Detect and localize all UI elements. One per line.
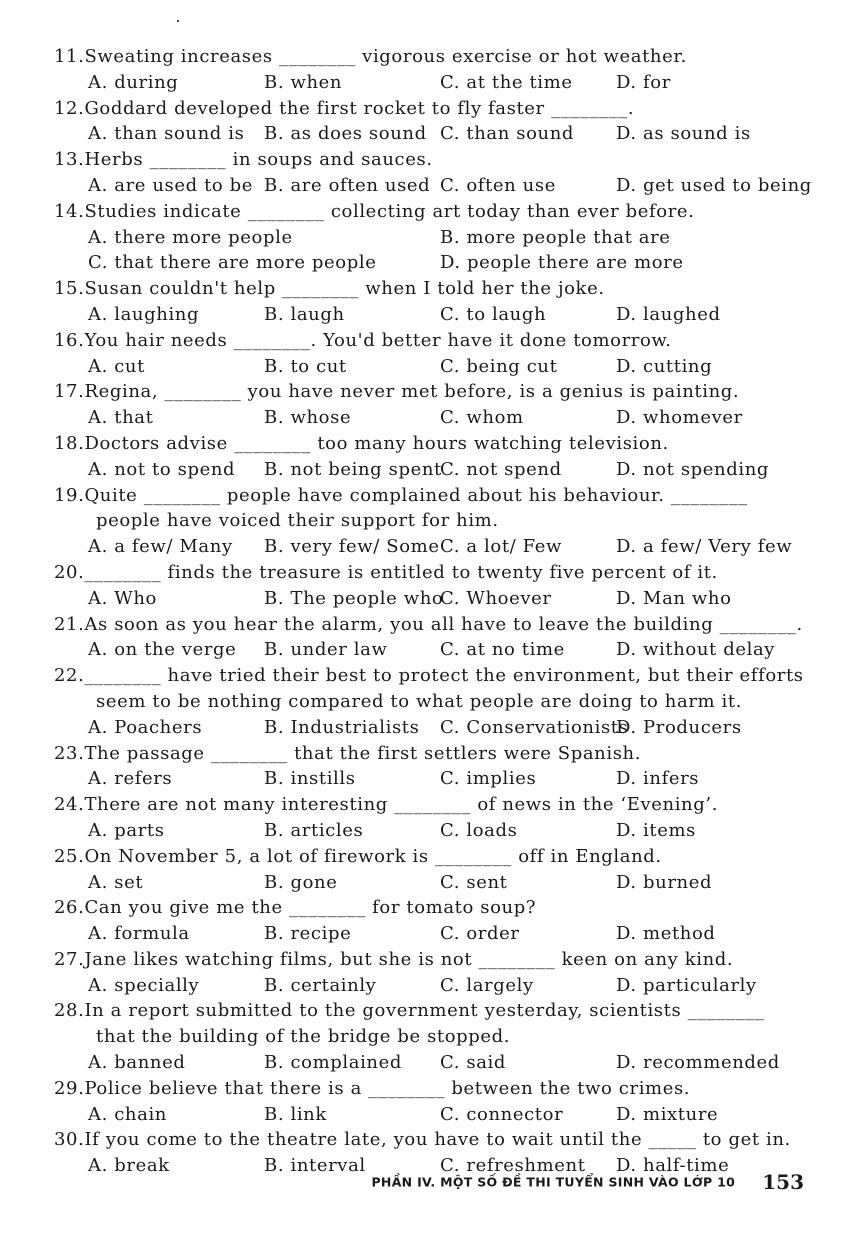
option-b: B. interval bbox=[264, 1155, 366, 1177]
question-stem bbox=[54, 895, 814, 921]
option-d: D. infers bbox=[616, 768, 700, 790]
option-a: A. that bbox=[88, 407, 154, 429]
option-b: B. recipe bbox=[264, 923, 352, 945]
option-a: A. are used to be bbox=[88, 174, 254, 196]
option-c: C. connector bbox=[440, 1103, 564, 1125]
question-stem bbox=[54, 560, 814, 586]
option-d: D. get used to being bbox=[616, 174, 812, 196]
option-b: B. whose bbox=[264, 407, 352, 429]
option-c: C. at the time bbox=[440, 71, 573, 93]
question-number: 21. bbox=[54, 613, 85, 635]
option-d: D. half-time bbox=[616, 1155, 730, 1177]
question-number: 12. bbox=[54, 97, 85, 119]
question-text: Sweating increases ________ vigorous exercise or hot weather. bbox=[84, 46, 687, 67]
question-text: Susan couldn't help ________ when I told her the joke. bbox=[84, 278, 605, 300]
option-b: B. articles bbox=[264, 819, 364, 841]
option-c: C. at no time bbox=[440, 639, 565, 661]
option-d: D. burned bbox=[616, 871, 713, 893]
answer-options bbox=[54, 225, 814, 251]
answer-options bbox=[54, 870, 814, 896]
question-number: 13. bbox=[54, 149, 85, 171]
question-text: In a report submitted to the government yesterday, scientists ________ bbox=[84, 1000, 765, 1022]
question-text: Goddard developed the first rocket to fly faster ________. bbox=[84, 97, 635, 119]
option-d: D. recommended bbox=[616, 1052, 780, 1074]
option-b: B. more people that are bbox=[440, 226, 671, 248]
option-a: A. refers bbox=[88, 768, 173, 790]
answer-options bbox=[54, 354, 814, 380]
question-stem bbox=[54, 998, 814, 1024]
option-c: C. largely bbox=[440, 974, 534, 996]
question-stem bbox=[54, 844, 814, 870]
question-text: people have voiced their support for him. bbox=[96, 510, 499, 532]
question-text: that the building of the bridge be stopped. bbox=[96, 1026, 511, 1048]
question-stem bbox=[54, 741, 814, 767]
question-number: 18. bbox=[54, 432, 85, 454]
option-b: B. The people who bbox=[264, 587, 444, 609]
option-b: B. instills bbox=[264, 768, 356, 790]
answer-options bbox=[54, 405, 814, 431]
question-number: 29. bbox=[54, 1077, 85, 1099]
option-c: C. that there are more people bbox=[88, 252, 377, 274]
page-number: 153 bbox=[762, 1170, 804, 1194]
answer-options bbox=[54, 173, 814, 199]
question-number: 16. bbox=[54, 329, 85, 351]
option-d: D. people there are more bbox=[440, 252, 684, 274]
option-a: A. a few/ Many bbox=[88, 536, 233, 558]
question-number: 20. bbox=[54, 561, 85, 583]
option-c: C. loads bbox=[440, 819, 518, 841]
answer-options bbox=[54, 637, 814, 663]
question-item bbox=[54, 612, 814, 664]
answer-options bbox=[54, 818, 814, 844]
question-item bbox=[54, 431, 814, 483]
section-title: PHẦN IV. MỘT SỐ ĐỀ THI TUYỂN SINH VÀO LỚP 10 bbox=[371, 1174, 736, 1190]
question-text: Can you give me the ________ for tomato soup? bbox=[84, 897, 537, 919]
question-text: Studies indicate ________ collecting art today than ever before. bbox=[84, 200, 695, 222]
question-stem bbox=[54, 612, 814, 638]
option-c: C. refreshment bbox=[440, 1155, 586, 1177]
question-stem bbox=[54, 1127, 814, 1153]
option-d: D. method bbox=[616, 923, 716, 945]
option-c: C. often use bbox=[440, 174, 556, 196]
option-a: A. on the verge bbox=[88, 639, 237, 661]
question-number: 14. bbox=[54, 200, 85, 222]
question-item bbox=[54, 199, 814, 276]
question-text: ________ have tried their best to protect the environment, but their efforts bbox=[84, 665, 804, 687]
option-a: A. formula bbox=[88, 923, 190, 945]
question-stem bbox=[54, 379, 814, 405]
question-stem bbox=[54, 96, 814, 122]
option-a: A. not to spend bbox=[88, 458, 236, 480]
option-b: B. link bbox=[264, 1103, 327, 1125]
question-number: 24. bbox=[54, 794, 85, 816]
option-c: C. to laugh bbox=[440, 303, 547, 325]
question-item bbox=[54, 895, 814, 947]
answer-options bbox=[54, 121, 814, 147]
option-d: D. as sound is bbox=[616, 123, 751, 145]
answer-options bbox=[54, 1102, 814, 1128]
answer-options bbox=[54, 1050, 814, 1076]
question-text: Herbs ________ in soups and sauces. bbox=[84, 149, 433, 171]
question-item bbox=[54, 276, 814, 328]
option-b: B. to cut bbox=[264, 355, 347, 377]
question-item bbox=[54, 96, 814, 148]
page-footer bbox=[371, 1170, 804, 1200]
option-d: D. Man who bbox=[616, 587, 732, 609]
option-b: B. complained bbox=[264, 1052, 402, 1074]
question-text: Regina, ________ you have never met before, is a genius is painting. bbox=[84, 381, 740, 403]
question-stem bbox=[54, 483, 814, 509]
question-number: 17. bbox=[54, 381, 85, 403]
question-item bbox=[54, 147, 814, 199]
question-list bbox=[54, 44, 814, 1179]
question-number: 11. bbox=[54, 46, 85, 67]
option-b: B. very few/ Some bbox=[264, 536, 440, 558]
question-text: Jane likes watching films, but she is not ________ keen on any kind. bbox=[84, 948, 734, 970]
question-stem bbox=[54, 147, 814, 173]
question-item bbox=[54, 483, 814, 560]
option-a: A. specially bbox=[88, 974, 200, 996]
question-number: 26. bbox=[54, 897, 85, 919]
question-text: You hair needs ________. You'd better have it done tomorrow. bbox=[84, 329, 672, 351]
question-text: ________ finds the treasure is entitled to twenty five percent of it. bbox=[84, 561, 718, 583]
option-c: C. Whoever bbox=[440, 587, 552, 609]
answer-options bbox=[54, 921, 814, 947]
question-text: On November 5, a lot of firework is ________ off in England. bbox=[84, 845, 662, 867]
option-c: C. order bbox=[440, 923, 520, 945]
question-text: Quite ________ people have complained about his behaviour. ________ bbox=[84, 484, 748, 506]
question-stem bbox=[54, 792, 814, 818]
option-b: B. are often used bbox=[264, 174, 431, 196]
question-text: Police believe that there is a ________ between the two crimes. bbox=[84, 1077, 691, 1099]
option-a: A. set bbox=[88, 871, 144, 893]
option-a: A. parts bbox=[88, 819, 165, 841]
answer-options bbox=[54, 973, 814, 999]
question-stem bbox=[54, 328, 814, 354]
option-c: C. whom bbox=[440, 407, 524, 429]
question-text: There are not many interesting ________ of news in the ‘Evening’. bbox=[84, 794, 719, 816]
option-c: C. implies bbox=[440, 768, 537, 790]
option-a: A. than sound is bbox=[88, 123, 245, 145]
question-text: seem to be nothing compared to what people are doing to harm it. bbox=[96, 690, 743, 712]
option-a: A. Poachers bbox=[88, 716, 203, 738]
answer-options bbox=[54, 766, 814, 792]
option-c: C. being cut bbox=[440, 355, 558, 377]
question-item bbox=[54, 328, 814, 380]
option-b: B. Industrialists bbox=[264, 716, 420, 738]
question-item bbox=[54, 44, 814, 96]
question-stem bbox=[54, 1024, 814, 1050]
option-c: C. Conservationists bbox=[440, 716, 629, 738]
option-c: C. a lot/ Few bbox=[440, 536, 563, 558]
scan-speck bbox=[177, 20, 179, 22]
question-item bbox=[54, 741, 814, 793]
option-d: D. not spending bbox=[616, 458, 770, 480]
question-item bbox=[54, 1076, 814, 1128]
question-item bbox=[54, 947, 814, 999]
option-c: C. sent bbox=[440, 871, 508, 893]
answer-options bbox=[54, 302, 814, 328]
option-c: C. said bbox=[440, 1052, 507, 1074]
option-d: D. for bbox=[616, 71, 671, 93]
option-a: A. Who bbox=[88, 587, 157, 609]
option-b: B. when bbox=[264, 71, 343, 93]
option-d: D. cutting bbox=[616, 355, 713, 377]
option-a: A. there more people bbox=[88, 226, 293, 248]
answer-options bbox=[54, 70, 814, 96]
answer-options bbox=[54, 715, 814, 741]
option-b: B. gone bbox=[264, 871, 338, 893]
answer-options bbox=[54, 534, 814, 560]
question-item bbox=[54, 844, 814, 896]
answer-options bbox=[54, 250, 814, 276]
question-number: 25. bbox=[54, 845, 85, 867]
question-number: 27. bbox=[54, 948, 85, 970]
question-stem bbox=[54, 1076, 814, 1102]
option-d: D. a few/ Very few bbox=[616, 536, 793, 558]
question-stem bbox=[54, 508, 814, 534]
question-number: 15. bbox=[54, 278, 85, 300]
option-d: D. Producers bbox=[616, 716, 742, 738]
option-a: A. during bbox=[88, 71, 179, 93]
question-stem bbox=[54, 431, 814, 457]
option-b: B. laugh bbox=[264, 303, 345, 325]
option-a: A. chain bbox=[88, 1103, 167, 1125]
option-c: C. not spend bbox=[440, 458, 562, 480]
question-number: 23. bbox=[54, 742, 85, 764]
option-b: B. under law bbox=[264, 639, 388, 661]
question-item bbox=[54, 792, 814, 844]
answer-options bbox=[54, 586, 814, 612]
question-stem bbox=[54, 44, 814, 70]
option-d: D. laughed bbox=[616, 303, 721, 325]
option-a: A. banned bbox=[88, 1052, 186, 1074]
question-stem bbox=[54, 663, 814, 689]
option-d: D. items bbox=[616, 819, 696, 841]
question-stem bbox=[54, 199, 814, 225]
option-b: B. not being spent bbox=[264, 458, 442, 480]
question-text: Doctors advise ________ too many hours watching television. bbox=[84, 432, 669, 454]
question-item bbox=[54, 560, 814, 612]
question-stem bbox=[54, 947, 814, 973]
question-text: If you come to the theatre late, you have to wait until the _____ to get in. bbox=[84, 1129, 791, 1151]
answer-options bbox=[54, 457, 814, 483]
option-d: D. without delay bbox=[616, 639, 776, 661]
option-a: A. cut bbox=[88, 355, 145, 377]
question-stem bbox=[54, 276, 814, 302]
question-stem bbox=[54, 689, 814, 715]
question-number: 30. bbox=[54, 1129, 85, 1151]
option-c: C. than sound bbox=[440, 123, 575, 145]
option-d: D. mixture bbox=[616, 1103, 719, 1125]
question-item bbox=[54, 379, 814, 431]
question-number: 28. bbox=[54, 1000, 85, 1022]
option-d: D. whomever bbox=[616, 407, 743, 429]
option-a: A. break bbox=[88, 1155, 170, 1177]
question-item bbox=[54, 998, 814, 1075]
question-number: 19. bbox=[54, 484, 85, 506]
question-item bbox=[54, 663, 814, 740]
option-d: D. particularly bbox=[616, 974, 757, 996]
question-text: As soon as you hear the alarm, you all have to leave the building ________. bbox=[84, 613, 803, 635]
question-text: The passage ________ that the first settlers were Spanish. bbox=[84, 742, 642, 764]
option-b: B. as does sound bbox=[264, 123, 427, 145]
option-b: B. certainly bbox=[264, 974, 377, 996]
question-number: 22. bbox=[54, 665, 85, 687]
option-a: A. laughing bbox=[88, 303, 200, 325]
